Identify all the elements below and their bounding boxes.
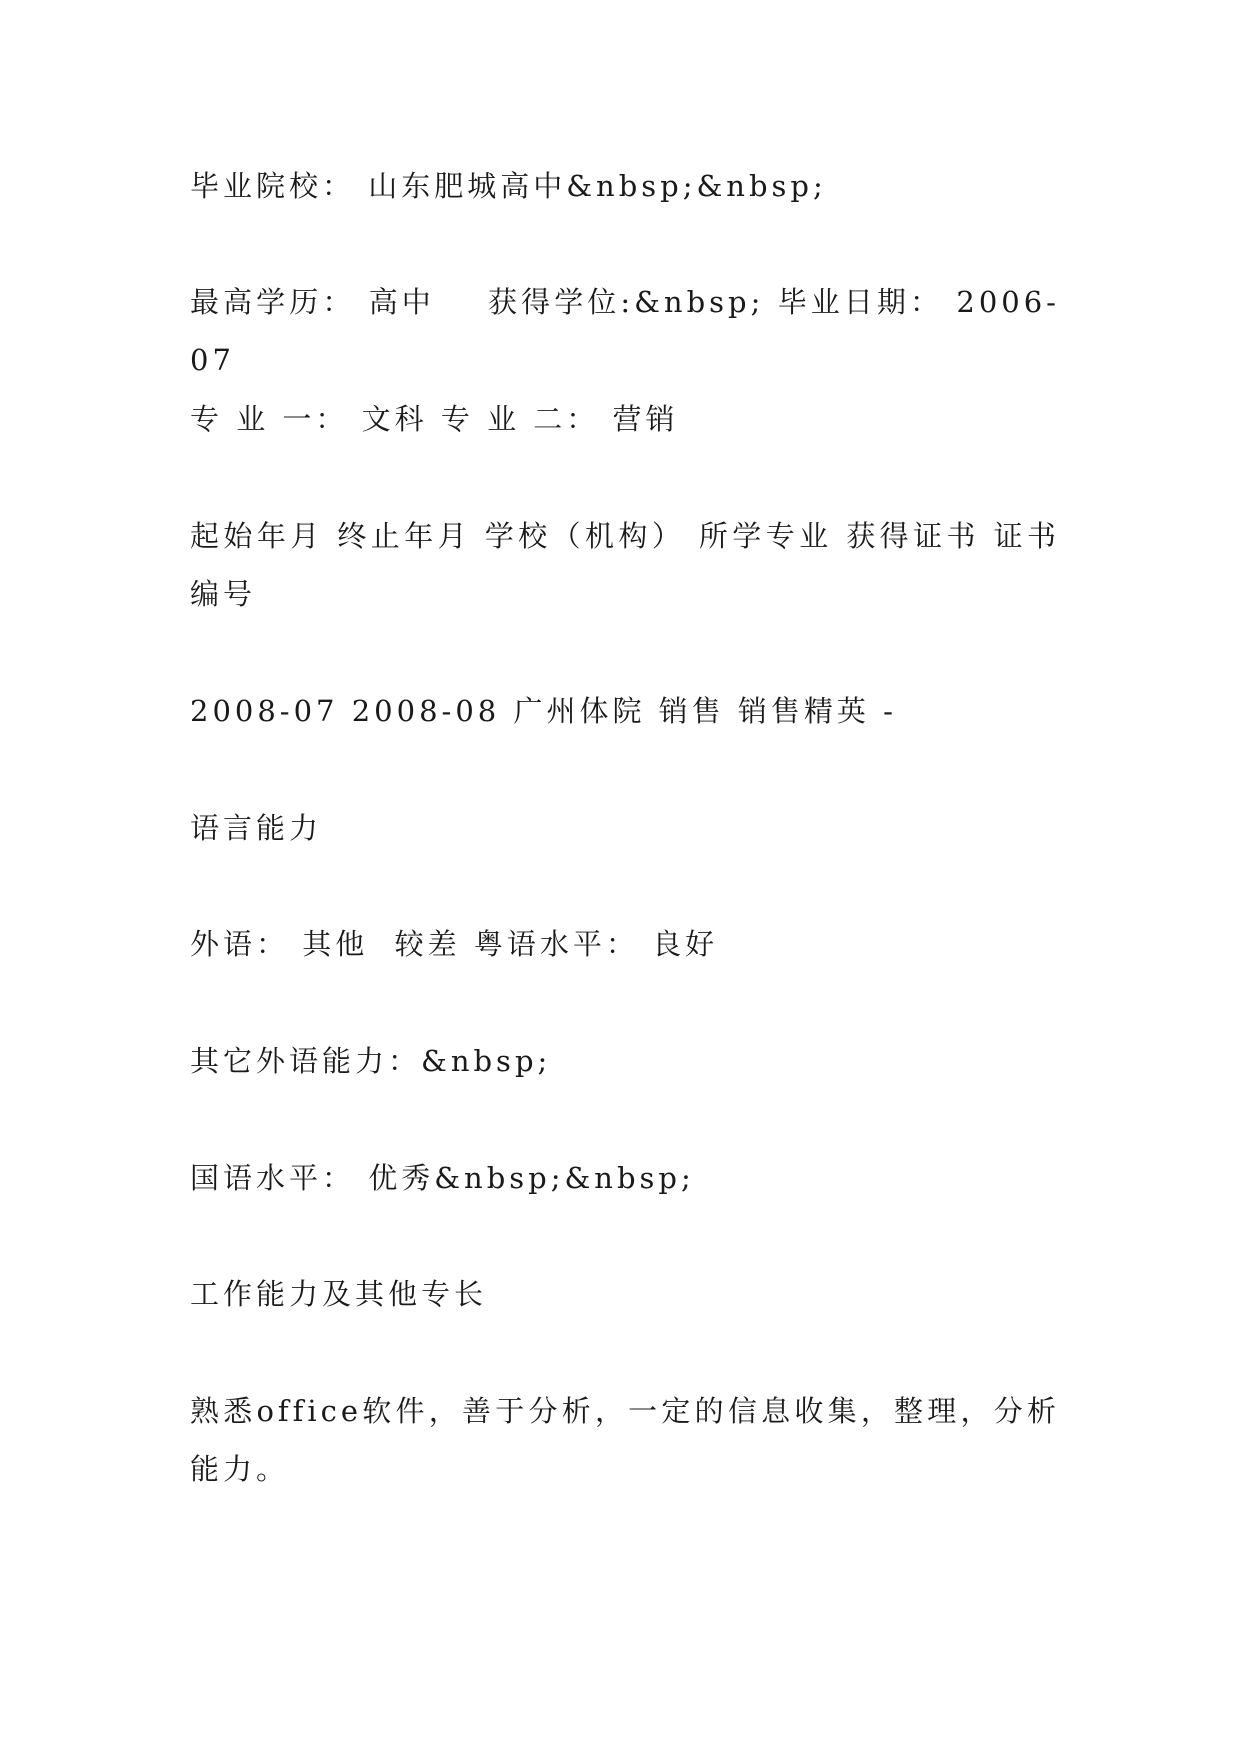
- work-skills-heading: 工作能力及其他专长: [190, 1277, 488, 1311]
- graduated-school-line: 毕业院校： 山东肥城高中&nbsp;&nbsp;: [190, 169, 827, 203]
- foreign-language-line: 外语： 其他 较差 粤语水平： 良好: [190, 927, 719, 961]
- majors-line: 专 业 一： 文科 专 业 二： 营销: [190, 402, 679, 436]
- education-degree-line: 最高学历： 高中 获得学位:&nbsp; 毕业日期： 2006-07: [190, 285, 1060, 377]
- training-record-row: 2008-07 2008-08 广州体院 销售 销售精英 -: [190, 694, 897, 728]
- work-skills-description: 熟悉office软件，善于分析，一定的信息收集，整理，分析能力。: [190, 1394, 1060, 1486]
- language-skills-heading: 语言能力: [190, 811, 323, 845]
- training-table-header: 起始年月 终止年月 学校（机构） 所学专业 获得证书 证书编号: [190, 519, 1060, 611]
- mandarin-level-line: 国语水平： 优秀&nbsp;&nbsp;: [190, 1161, 695, 1195]
- other-language-line: 其它外语能力：&nbsp;: [190, 1044, 552, 1078]
